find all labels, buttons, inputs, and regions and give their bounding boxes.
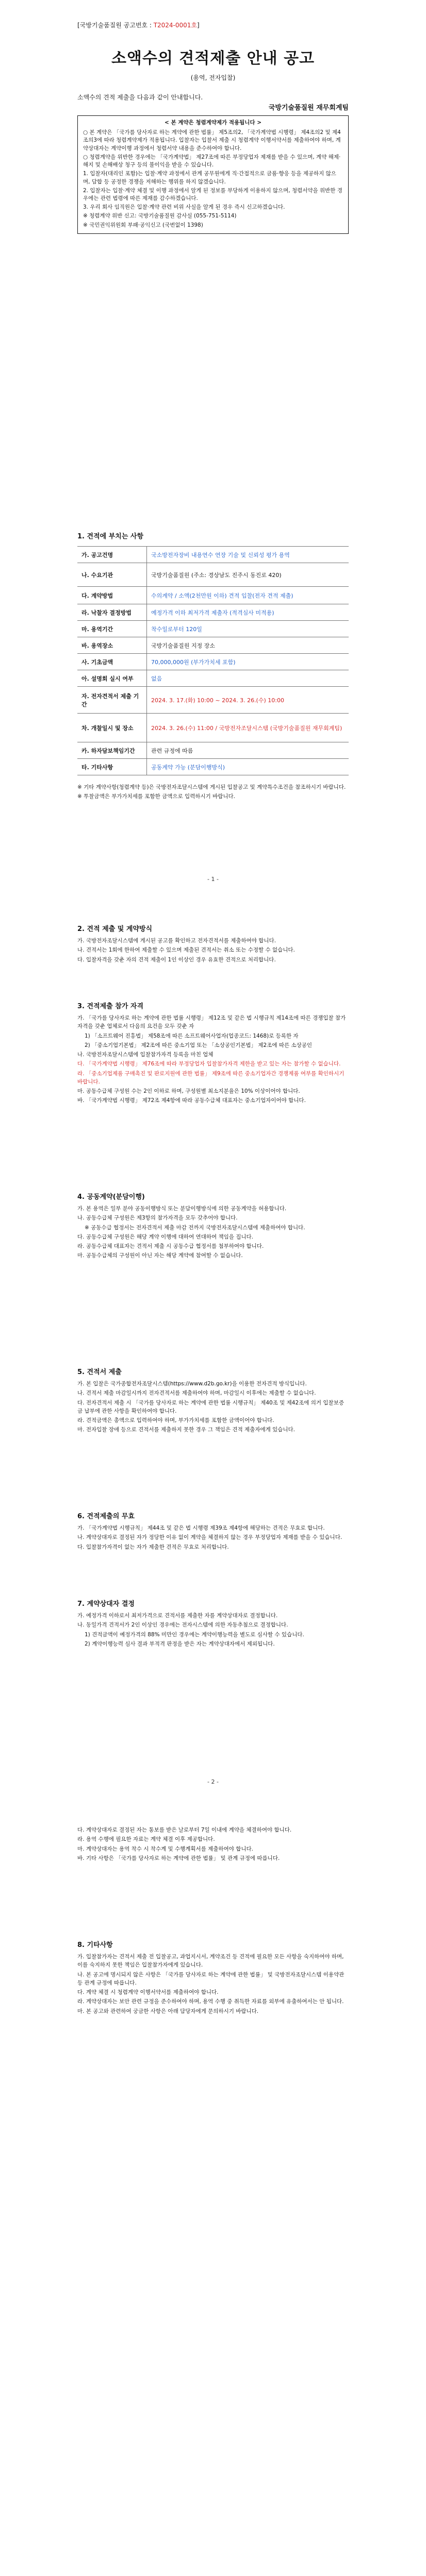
body-line: 가. 본 용역은 일부 분야 공동이행방식 또는 분담이행방식에 의한 공동계약을 허용합니다.: [77, 1206, 287, 1212]
table-cell-key: 타. 기타사항: [77, 759, 147, 775]
body-line: 다. 계약상대자로 결정된 자는 통보를 받은 날로부터 7일 이내에 계약을 체결하여야 합니다.: [77, 1827, 292, 1833]
table-cell-value: 공동계약 가능 (분담이행방식): [147, 759, 349, 775]
section-2-body: [77, 937, 349, 965]
body-line: 바. 기타 사항은 「국가를 당사자로 하는 계약에 관한 법률」 및 관계 규정에 따릅니다.: [77, 1855, 280, 1861]
body-line: 나. 국방전자조달시스템에 입찰참가자격 등록을 마친 업체: [77, 1052, 214, 1058]
table-cell-key: 차. 개찰일시 및 장소: [77, 714, 147, 742]
table-cell-value: 70,000,000원 (부가가치세 포함): [147, 654, 349, 670]
body-line: 가. 「국가계약법 시행규칙」 제44조 및 같은 법 시행령 제39조 제4항에 해당하는 견적은 무효로 합니다.: [77, 1525, 325, 1531]
notice-block: 3. 우리 회사 임직원은 입찰·계약 관련 비위 사실을 알게 된 경우 즉시 신고하겠습니다.: [83, 204, 285, 211]
body-line: 라. 용역 수행에 필요한 자료는 계약 체결 이후 제공합니다.: [77, 1836, 215, 1843]
section-7-body-cont: [77, 1826, 349, 1863]
page-3: [0, 1805, 426, 2576]
integrity-notice-box: [77, 115, 349, 234]
page-subtitle: (용역, 전자입찰): [190, 74, 236, 81]
table-cell-key: 바. 용역장소: [77, 637, 147, 654]
body-line: 라. 계약상대자는 보안 관련 규정을 준수하여야 하며, 용역 수행 중 취득한 자료를 외부에 유출하여서는 안 됩니다.: [77, 1998, 344, 2005]
section-8-title: 8. 기타사항: [77, 1941, 113, 1949]
body-line: 나. 견적서 제출 마감일시까지 전자견적서를 제출하여야 하며, 마감일시 이후에는 제출할 수 없습니다.: [77, 1390, 316, 1397]
section-2-title: 2. 견적 제출 및 계약방식: [77, 925, 153, 933]
note-line: ※ 기타 계약사항(청렴계약 등)은 국방전자조달시스템에 게시된 입찰공고 및 계약특수조건을 참조하시기 바랍니다.: [77, 784, 346, 790]
body-line: 라. 견적금액은 총액으로 입력하여야 하며, 부가가치세를 포함한 금액이어야 합니다.: [77, 1417, 274, 1424]
table-cell-value: 국방기술품질원 지정 장소: [147, 637, 349, 654]
section-1-title: 1. 견적에 부치는 사항: [77, 533, 144, 540]
table-cell-key: 다. 계약방법: [77, 587, 147, 604]
body-line: 1) 견적금액이 예정가격의 88% 미만인 경우에는 계약이행능력을 별도로 심사할 수 있습니다.: [85, 1631, 304, 1638]
body-line: 가. 본 입찰은 국가종합전자조달시스템(https://www.d2b.go.kr)을 이용한 전자견적 방식입니다.: [77, 1381, 307, 1387]
body-line: 라. 「중소기업제품 구매촉진 및 판로지원에 관한 법률」 제9조에 따른 중소기업자간 경쟁제품 여부를 확인하시기 바랍니다.: [77, 1070, 345, 1085]
section-4-title: 4. 공동계약(분담이행): [77, 1193, 145, 1201]
body-line: 다. 공동수급체 구성원은 해당 계약 이행에 대하여 연대하여 책임을 집니다.: [77, 1233, 254, 1240]
table-cell-key: 가. 공고건명: [77, 547, 147, 563]
body-line: 마. 공동수급체 구성원 수는 2인 이하로 하며, 구성원별 최소지분율은 10% 이상이어야 합니다.: [77, 1088, 300, 1095]
table-cell-key: 나. 수요기관: [77, 563, 147, 587]
page-title: 소액수의 견적제출 안내 공고: [111, 49, 315, 67]
body-line: 나. 동일가격 견적서가 2인 이상인 경우에는 전자시스템에 의한 자동추첨으로 결정합니다.: [77, 1622, 288, 1629]
body-line: 다. 계약 체결 시 청렴계약 이행서약서를 제출하여야 합니다.: [77, 1989, 219, 1996]
body-line: 가. 입찰참가자는 견적서 제출 전 입찰공고, 과업지시서, 계약조건 등 견적에 필요한 모든 사항을 숙지하여야 하며, 이를 숙지하지 못한 책임은 입찰참가자에게 있습니다.: [77, 1954, 344, 1969]
section-5-title: 5. 견적서 제출: [77, 1368, 122, 1376]
table-cell-value: 없음: [147, 670, 349, 687]
notice-block: ※ 청렴계약 위반 신고: 국방기술품질원 감사실 (055-751-5114): [83, 213, 237, 219]
section-6-title: 6. 견적제출의 무효: [77, 1513, 135, 1520]
table-cell-value: 수의계약 / 소액(2천만원 이하) 견적 입찰(전자 견적 제출): [147, 587, 349, 604]
section-6-body: [77, 1524, 349, 1552]
body-line: 나. 계약상대자로 결정된 자가 정당한 이유 없이 계약을 체결하지 않는 경우 부정당업자 제재를 받을 수 있습니다.: [77, 1534, 342, 1541]
table-cell-value: 국소방전자장비 내용연수 연장 기술 및 신뢰성 평가 용역: [147, 547, 349, 563]
body-line: 1) 「소프트웨어 진흥법」 제58조에 따른 소프트웨어사업자(업종코드: 1468)로 등록한 자: [85, 1032, 299, 1039]
section-5-body: [77, 1380, 349, 1435]
page-number: - 2 -: [207, 1778, 219, 1785]
body-line: 마. 본 공고와 관련하여 궁금한 사항은 아래 담당자에게 문의하시기 바랍니다.: [77, 2008, 259, 2014]
body-line: 가. 예정가격 이하로서 최저가격으로 견적서를 제출한 자를 계약상대자로 결정합니다.: [77, 1613, 278, 1619]
notice-block: ○ 청렴계약을 위반한 경우에는 「국가계약법」 제27조에 따른 부정당업자 제재를 받을 수 있으며, 계약 해제·해지 및 손해배상 청구 등의 불이익을 받을 수 있습니다.: [83, 154, 341, 168]
intro-text: 소액수의 견적 제출을 다음과 같이 안내합니다.: [77, 94, 203, 101]
table-cell-value: 2024. 3. 17.(화) 10:00 ~ 2024. 3. 26.(수) 10:00: [147, 687, 349, 714]
section-8-body: [77, 1953, 349, 2016]
page-number: - 1 -: [207, 876, 219, 883]
body-line: 바. 「국가계약법 시행령」 제72조 제4항에 따라 공동수급체 대표자는 중소기업자이어야 합니다.: [77, 1097, 306, 1104]
body-line: 다. 입찰참가자격이 없는 자가 제출한 견적은 무효로 처리합니다.: [77, 1544, 229, 1550]
body-line: 나. 본 공고에 명시되지 않은 사항은 「국가를 당사자로 하는 계약에 관한 법률」 및 국방전자조달시스템 이용약관 등 관계 규정에 따릅니다.: [77, 1971, 345, 1986]
section-3-title: 3. 견적제출 참가 자격: [77, 1003, 144, 1010]
section-7-body: [77, 1612, 349, 1649]
section-7-title: 7. 계약상대자 결정: [77, 1600, 135, 1608]
body-line: 마. 전자입찰 장애 등으로 견적서를 제출하지 못한 경우 그 책임은 견적 제출자에게 있습니다.: [77, 1427, 296, 1433]
table-cell-key: 마. 용역기간: [77, 621, 147, 637]
notice-block: ○ 본 계약은 「국가를 당사자로 하는 계약에 관한 법률」 제5조의2, 「국가계약법 시행령」 제4조의2 및 제4조의3에 따라 청렴계약제가 적용됩니다. 입찰자는 입찰서 제출 시 청렴계약 이행서약서를 제출하여야 하며, 계약상대자는 계약이행 과정에서 청렴서약 내용을 준수하여야 합니다.: [83, 129, 341, 151]
table-cell-value: 착수일로부터 120일: [147, 621, 349, 637]
notice-block: 1. 입찰자(대리인 포함)는 입찰·계약 과정에서 관계 공무원에게 직·간접적으로 금품·향응 등을 제공하지 않으며, 담합 등 공정한 경쟁을 저해하는 행위를 하지 않겠습니다.: [83, 171, 336, 185]
notice-head: < 본 계약은 청렴계약제가 적용됩니다 >: [164, 120, 262, 126]
notice-block: 2. 입찰자는 입찰·계약 체결 및 이행 과정에서 알게 된 정보를 부당하게 이용하지 않으며, 청렴서약을 위반한 경우에는 관련 법령에 따른 제재를 감수하겠습니다.: [83, 187, 342, 201]
page-2: [0, 903, 426, 1805]
body-line: ※ 공동수급 협정서는 전자견적서 제출 마감 전까지 국방전자조달시스템에 제출하여야 합니다.: [85, 1224, 305, 1231]
body-line: 나. 공동수급체 구성원은 제3항의 참가자격을 모두 갖추어야 합니다.: [77, 1215, 238, 1222]
issuing-org: 국방기술품질원 재무회계팀: [268, 104, 349, 112]
body-line: 가. 국방전자조달시스템에 게시된 공고를 확인하고 전자견적서를 제출하여야 합니다.: [77, 938, 276, 944]
table-cell-value: 국방기술품질원 (주소: 경상남도 진주시 동진로 420): [147, 563, 349, 587]
table-cell-key: 아. 설명회 실시 여부: [77, 670, 147, 687]
section-3-body: [77, 1014, 349, 1106]
table-cell-key: 라. 낙찰자 결정방법: [77, 604, 147, 621]
body-line: 다. 「국가계약법 시행령」 제76조에 따라 부정당업자 입찰참가자격 제한을 받고 있는 자는 참가할 수 없습니다.: [77, 1061, 341, 1067]
body-line: 2) 「중소기업기본법」 제2조에 따른 중소기업 또는 「소상공인기본법」 제2조에 따른 소상공인: [85, 1042, 313, 1048]
note-line: ※ 투찰금액은 부가가치세를 포함한 금액으로 입력하시기 바랍니다.: [77, 793, 236, 800]
body-line: 마. 계약상대자는 용역 착수 시 착수계 및 수행계획서를 제출하여야 합니다.: [77, 1845, 254, 1852]
page-1: [0, 0, 426, 903]
body-line: 마. 공동수급체의 구성원이 아닌 자는 해당 계약에 참여할 수 없습니다.: [77, 1252, 243, 1259]
table-cell-value: 2024. 3. 26.(수) 11:00 / 국방전자조달시스템 (국방기술품질원 재무회계팀): [147, 714, 349, 742]
table-cell-value: 예정가격 이하 최저가격 제출자 (적격심사 미적용): [147, 604, 349, 621]
section-1-notes: [77, 783, 349, 802]
bid-info-table: [77, 546, 349, 775]
body-line: 다. 입찰자격을 갖춘 자의 견적 제출이 1인 이상인 경우 유효한 견적으로 처리합니다.: [77, 956, 276, 963]
table-cell-key: 사. 기초금액: [77, 654, 147, 670]
table-cell-key: 자. 전자견적서 제출 기간: [77, 687, 147, 714]
body-line: 다. 전자견적서 제출 시 「국가를 당사자로 하는 계약에 관한 법률 시행규칙」 제40조 및 제42조에 의거 입찰보증금 납부에 관한 사항을 확인하여야 합니다.: [77, 1399, 344, 1414]
body-line: 라. 공동수급체 대표자는 견적서 제출 시 공동수급 협정서를 첨부하여야 합니다.: [77, 1243, 264, 1250]
body-line: 2) 계약이행능력 심사 결과 부적격 판정을 받은 자는 계약상대자에서 제외됩니다.: [85, 1640, 275, 1647]
table-cell-value: 관련 규정에 따름: [147, 742, 349, 759]
announcement-number: [국방기술품질원 공고번호 : T2024-0001호]: [77, 22, 200, 29]
notice-block: ※ 국민권익위원회 부패·공익신고 (국번없이 1398): [83, 222, 203, 228]
body-line: 나. 견적서는 1회에 한하여 제출할 수 있으며 제출된 견적서는 취소 또는 수정할 수 없습니다.: [77, 947, 295, 954]
table-cell-key: 카. 하자담보책임기간: [77, 742, 147, 759]
body-line: 가. 「국가를 당사자로 하는 계약에 관한 법률 시행령」 제12조 및 같은 법 시행규칙 제14조에 따른 경쟁입찰 참가자격을 갖춘 업체로서 다음의 요건을 모두 갖춘 자: [77, 1015, 346, 1030]
section-4-body: [77, 1205, 349, 1261]
